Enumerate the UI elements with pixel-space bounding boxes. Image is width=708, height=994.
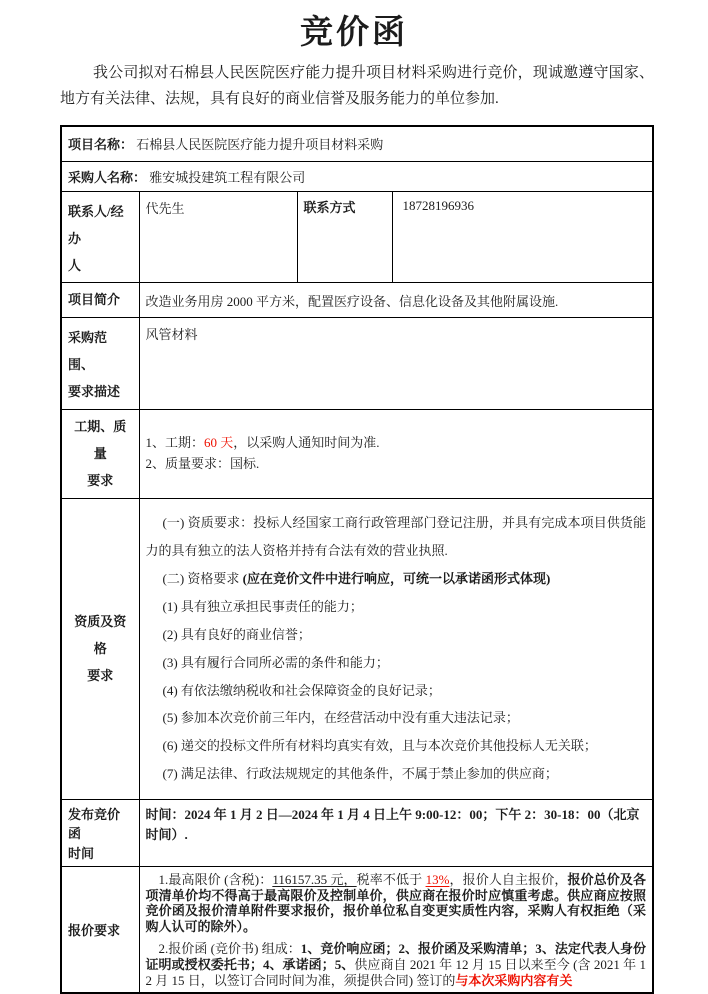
- qualification-content: [139, 498, 653, 799]
- contact-method-label: 联系方式: [297, 191, 392, 283]
- row-overview: [61, 283, 653, 317]
- qualification-para1: (一) 资质要求：投标人经国家工商行政管理部门登记注册，并具有完成本项目供货能力的具有独立的法人资格并持有合法有效的营业执照.: [145, 514, 647, 558]
- qualification-item: (5) 参加本次竞价前三年内，在经营活动中没有重大违法记录；: [162, 710, 519, 726]
- tax-rate-red: 13%: [425, 872, 450, 888]
- overview-label: 项目简介: [61, 283, 139, 317]
- contact-phone: 18728196936: [392, 191, 653, 283]
- qualification-item: (7) 满足法律、行政法规规定的其他条件，不属于禁止参加的供应商；: [162, 766, 558, 782]
- row-scope: [61, 317, 653, 409]
- schedule-label: 工期、质量 要求: [61, 409, 139, 498]
- row-project-name: [61, 126, 653, 162]
- qualification-para2: (二) 资格要求 (应在竞价文件中进行响应，可统一以承诺函形式体现): [162, 570, 551, 586]
- project-name-cell: [61, 126, 653, 162]
- bid-info-table: [60, 125, 654, 994]
- row-quote-requirements: [61, 867, 653, 994]
- purchaser-value: 雅安城投建筑工程有限公司: [149, 169, 306, 185]
- qualification-item: (2) 具有良好的商业信誉；: [162, 626, 311, 642]
- max-price-underlined: 116157.35 元，: [272, 872, 357, 888]
- qualification-item: (3) 具有履行合同所必需的条件和能力；: [162, 654, 389, 670]
- contact-person: 代先生: [139, 191, 297, 283]
- overview-value: 改造业务用房 2000 平方米，配置医疗设备、信息化设备及其他附属设施.: [139, 283, 653, 317]
- page-title: 竞价函: [300, 15, 408, 51]
- quote-req-label: 报价要求: [61, 867, 139, 994]
- qualification-item: (1) 具有独立承担民事责任的能力；: [162, 598, 363, 614]
- publish-time-value: 时间：2024 年 1 月 2 日—2024 年 1 月 4 日上午 9:00-12：00；下午 2：30-18：00（北京时间）.: [139, 799, 653, 867]
- related-content-red: 与本次采购内容有关: [455, 972, 573, 988]
- project-name-value: 石棉县人民医院医疗能力提升项目材料采购: [136, 137, 384, 153]
- row-purchaser: [61, 161, 653, 191]
- qualification-item: (6) 递交的投标文件所有材料均真实有效，且与本次竞价其他投标人无关联；: [162, 738, 597, 754]
- qualification-label: 资质及资格 要求: [61, 498, 139, 799]
- intro-paragraph: 我公司拟对石棉县人民医院医疗能力提升项目材料采购进行竞价，现诚邀遵守国家、地方有关法律、法规，具有良好的商业信誉及服务能力的单位参加.: [60, 65, 654, 107]
- row-contact: [61, 191, 653, 283]
- purchaser-cell: [61, 161, 653, 191]
- purchaser-label: 采购人名称：: [68, 169, 147, 185]
- qualification-item: (4) 有依法缴纳税收和社会保障资金的良好记录；: [162, 682, 441, 698]
- row-schedule: [61, 409, 653, 498]
- schedule-value: 1、工期：60 天，以采购人通知时间为准. 2、质量要求：国标.: [139, 409, 653, 498]
- quote-req-para1: 1.最高限价 (含税)：116157.35 元，税率不低于 13%，报价人自主报价，报价总价及各项清单价均不得高于最高限价及控制单价，供应商在报价时应慎重考虑。供应商应按照竞价函及报价清单附件要求报价，报价单位私自变更实质性内容，采购人有权拒绝（采购人认可的除外）。: [145, 872, 647, 934]
- row-qualification: [61, 498, 653, 799]
- scope-value: 风管材料: [139, 317, 653, 409]
- row-publish-time: [61, 799, 653, 867]
- project-name-label: 项目名称：: [68, 137, 134, 153]
- document-page: [0, 6, 708, 988]
- contact-label: 联系人/经办 人: [61, 191, 139, 283]
- quote-req-para2: 2.报价函 (竞价书) 组成：1、竞价响应函；2、报价函及采购清单；3、法定代表人身份证明或授权委托书；4、承诺函；5、供应商自 2021 年 12 月 15 日以来至今 (含 2021 年 12 月 15 日，以签订合同时间为准，须提供合同) 签订的与本次采购内容有关: [145, 941, 647, 988]
- schedule-duration-red: 60 天: [204, 435, 234, 451]
- quote-req-content: [139, 867, 653, 994]
- publish-time-label: 发布竞价函 时间: [61, 799, 139, 867]
- scope-label: 采购范围、 要求描述: [61, 317, 139, 409]
